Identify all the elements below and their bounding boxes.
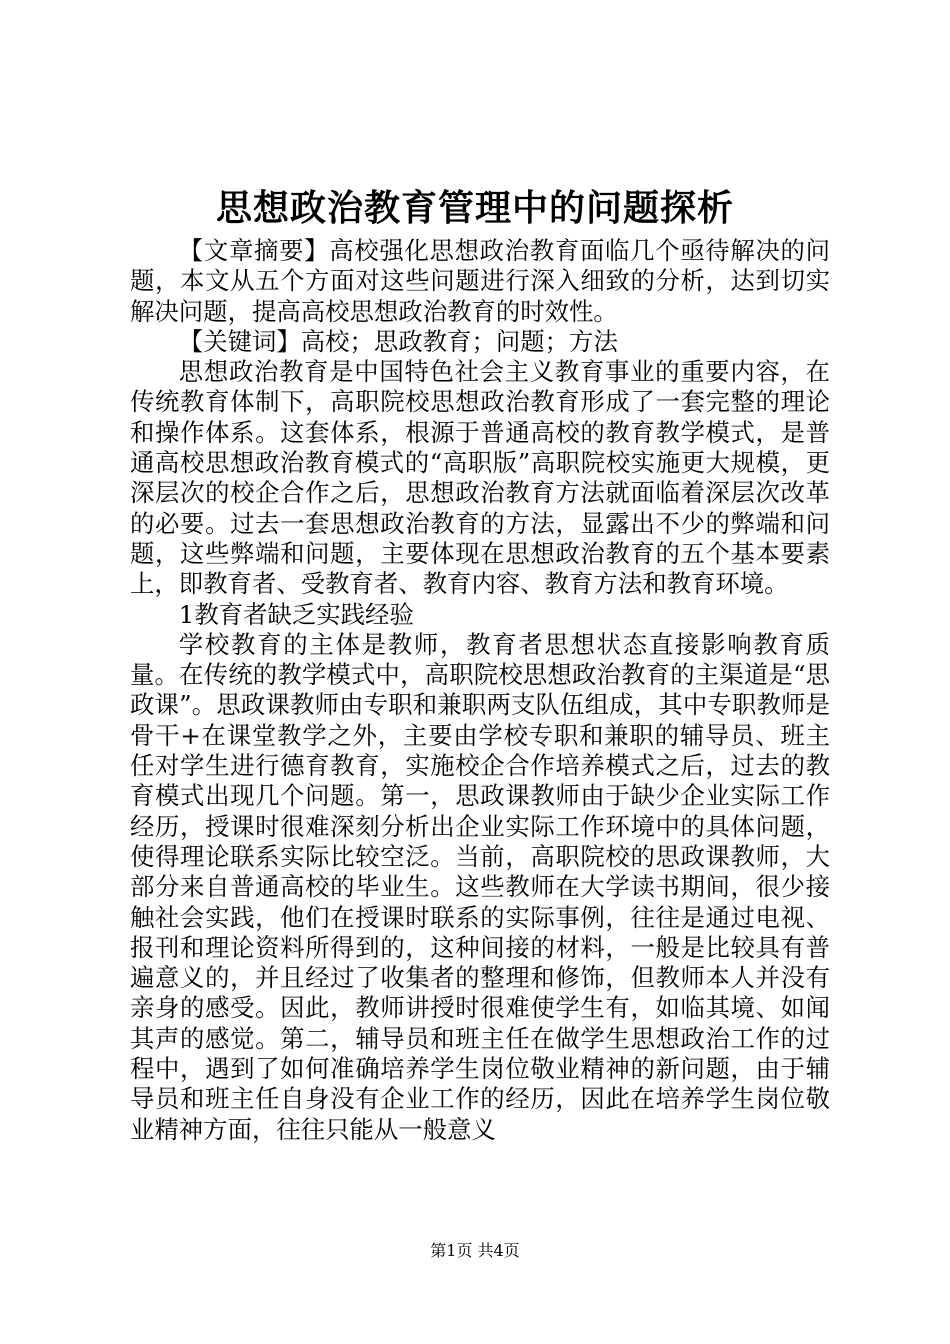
abstract-paragraph: 【文章摘要】高校强化思想政治教育面临几个亟待解决的问题，本文从五个方面对这些问题进行深入细致的分析，达到切实解决问题，提高高校思想政治教育的时效性。: [130, 236, 830, 326]
section-heading: 1教育者缺乏实践经验: [178, 599, 414, 629]
body-paragraph: 学校教育的主体是教师，教育者思想状态直接影响教育质量。在传统的教学模式中，高职院校思想政治教育的主渠道是“思政课”。思政课教师由专职和兼职两支队伍组成，其中专职教师是骨干+在课堂教学之外，主要由学校专职和兼职的辅导员、班主任对学生进行德育教育，实施校企合作培养模式之后，过去的教育模式出现几个问题。第一，思政课教师由于缺少企业实际工作经历，授课时很难深刻分析出企业实际工作环境中的具体问题，使得理论联系实际比较空泛。当前，高职院校的思政课教师，大部分来自普通高校的毕业生。这些教师在大学读书期间，很少接触社会实践，他们在授课时联系的实际事例，往往是通过电视、报刊和理论资料所得到的，这种间接的材料，一般是比较具有普遍意义的，并且经过了收集者的整理和修饰，但教师本人并没有亲身的感受。因此，教师讲授时很难使学生有，如临其境、如闻其声的感觉。第二，辅导员和班主任在做学生思想政治工作的过程中，遇到了如何准确培养学生岗位敬业精神的新问题，由于辅导员和班主任自身没有企业工作的经历，因此在培养学生岗位敬业精神方面，往往只能从一般意义: [130, 629, 830, 1144]
document-title: 思想政治教育管理中的问题探析: [215, 187, 734, 229]
keywords-paragraph: 【关键词】高校；思政教育；问题；方法: [178, 326, 618, 356]
page-footer: 第1页 共4页: [430, 1241, 520, 1260]
intro-paragraph: 思想政治教育是中国特色社会主义教育事业的重要内容，在传统教育体制下，高职院校思想政治教育形成了一套完整的理论和操作体系。这套体系，根源于普通高校的教育教学模式，是普通高校思想政治教育模式的“高职版”高职院校实施更大规模，更深层次的校企合作之后，思想政治教育方法就面临着深层次改革的必要。过去一套思想政治教育的方法，显露出不少的弊端和问题，这些弊端和问题，主要体现在思想政治教育的五个基本要素上，即教育者、受教育者、教育内容、教育方法和教育环境。: [130, 357, 830, 599]
document-body: [130, 236, 830, 1145]
